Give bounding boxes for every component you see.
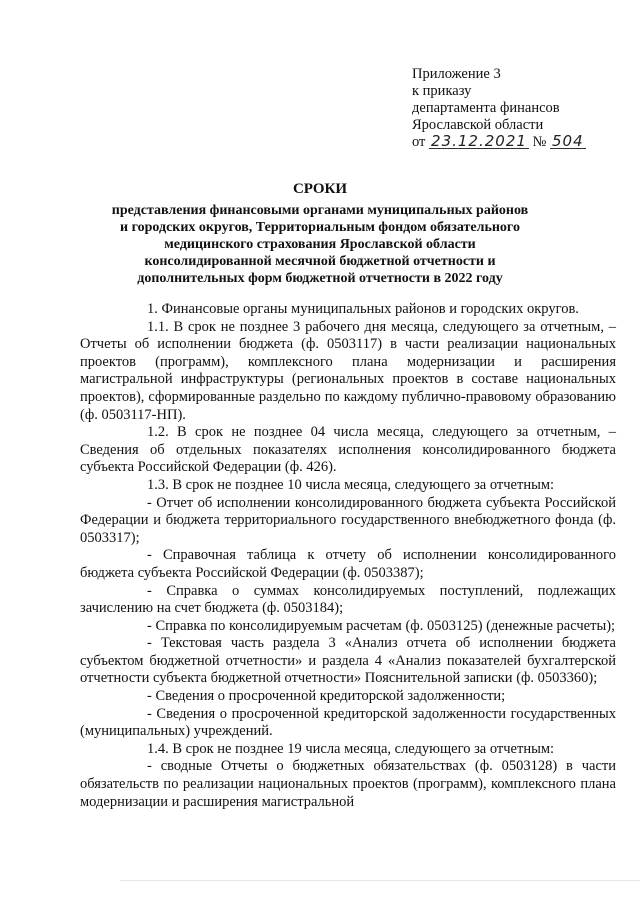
list-item: - Справочная таблица к отчету об исполнении консолидированного бюджета субъекта Российской Федерации (ф. 0503387); — [80, 547, 616, 581]
appendix-line: департамента финансов — [412, 100, 560, 116]
list-item: - Справка о суммах консолидируемых поступлений, подлежащих зачислению на счет бюджета (ф. 0503184); — [80, 582, 616, 617]
order-number: 504 — [552, 132, 584, 150]
from-label: от — [412, 134, 426, 150]
appendix-line: Приложение 3 — [412, 66, 501, 82]
paragraph-1-2: 1.2. В срок не позднее 04 числа месяца, следующего за отчетным, – Сведения об отдельных показателях исполнения консолидированного бюджета субъекта Российской Федерации (ф. 426). — [80, 424, 616, 476]
document-body — [80, 301, 616, 811]
list-item: - Текстовая часть раздела 3 «Анализ отчета об исполнении бюджета субъектом бюджетной отчетности» и раздела 4 «Анализ показателей бухгалтерской отчетности субъекта бюджетной отчетности» Пояснительной записки (ф. 0503360); — [80, 635, 616, 687]
list-item: - Справка по консолидируемым расчетам (ф. 0503125) (денежные расчеты); — [147, 617, 616, 634]
order-date-number-line — [412, 134, 622, 151]
list-item: - сводные Отчеты о бюджетных обязательствах (ф. 0503128) в части обязательств по реализации национальных проектов (программ), комплексного плана модернизации и расширения магистральной — [80, 758, 616, 810]
document-subtitle: представления финансовыми органами муниципальных районов и городских округов, Территориальным фондом обязательного медицинского страхования Ярославской области консолидированной месячной бюджетной отчетности и дополнительных форм бюджетной отчетности в 2022 году — [111, 203, 529, 286]
scan-edge-divider — [120, 880, 640, 881]
document-title: СРОКИ — [292, 181, 348, 197]
list-item: - Сведения о просроченной кредиторской задолженности государственных (муниципальных) учреждений. — [80, 705, 616, 740]
paragraph-1-3: 1.3. В срок не позднее 10 числа месяца, следующего за отчетным: — [147, 476, 555, 493]
appendix-line: Ярославской области — [412, 117, 544, 133]
number-label: № — [532, 134, 547, 150]
list-item: - Отчет об исполнении консолидированного бюджета субъекта Российской Федерации и бюджета территориального государственного внебюджетного фонда (ф. 0503317); — [80, 494, 616, 546]
order-date: 23.12.2021 — [431, 132, 527, 150]
list-item: - Сведения о просроченной кредиторской задолженности; — [147, 688, 506, 705]
appendix-line: к приказу — [412, 83, 472, 99]
paragraph-1-4: 1.4. В срок не позднее 19 числа месяца, следующего за отчетным: — [147, 740, 555, 757]
paragraph-1-1: 1.1. В срок не позднее 3 рабочего дня месяца, следующего за отчетным, – Отчеты об исполнении бюджета (ф. 0503117) в части реализации национальных проектов (программ), комплексного плана модернизации и расширения магистральной инфраструктуры (региональных проектов в составе национальных проектов), сформированные раздельно по каждому публично-правовому образованию (ф. 0503117-НП). — [80, 318, 616, 423]
appendix-header — [412, 66, 622, 151]
paragraph-1: 1. Финансовые органы муниципальных районов и городских округов. — [147, 301, 579, 317]
